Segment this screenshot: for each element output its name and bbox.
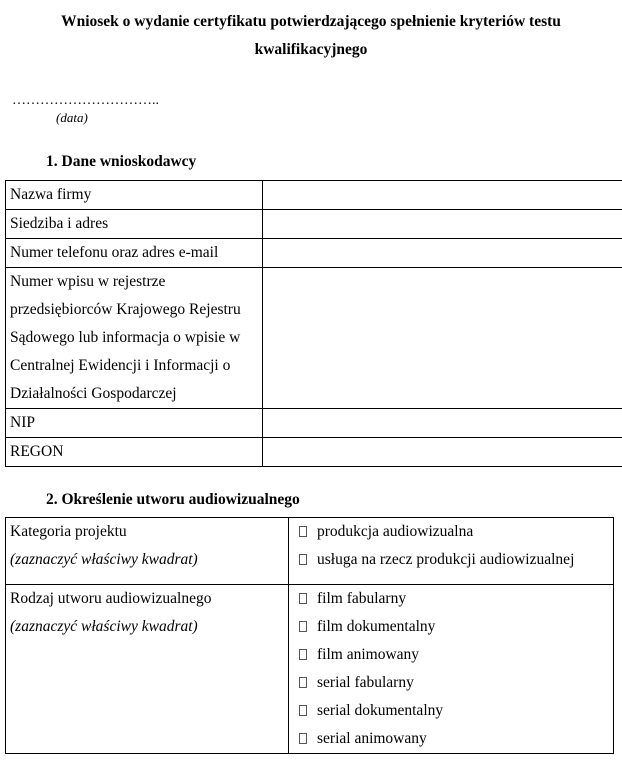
checkbox-icon[interactable] [299,649,307,660]
checkbox-icon[interactable] [299,733,307,744]
section-heading-applicant: 1. Dane wnioskodawcy [46,153,197,170]
registry-number-field[interactable] [263,268,622,409]
row-label-nip: NIP [6,409,263,438]
checkbox-icon[interactable] [299,705,307,716]
option-documentary-series[interactable] [293,697,609,725]
table-row [6,268,622,409]
row-label-registry-number: Numer wpisu w rejestrze przedsiębiorców Krajowego Rejestru Sądowego lub informacja o wpisie w Centralnej Ewidencji i Informacji o Działalności Gospodarczej [6,268,263,409]
date-placeholder-dots: ………………………….. [12,93,159,108]
option-label: produkcja audiowizualna [317,523,474,540]
work-type-label: Rodzaj utworu audiowizualnego [10,590,212,607]
option-label: serial animowany [317,730,427,747]
option-label: film fabularny [317,590,407,607]
regon-field[interactable] [263,438,622,467]
option-animated-series[interactable] [293,725,609,753]
row-label-company-name: Nazwa firmy [6,181,263,210]
work-type-hint: (zaznaczyć właściwy kwadrat) [10,618,198,635]
table-row [6,409,622,438]
nip-field[interactable] [263,409,622,438]
checkbox-icon[interactable] [299,526,307,537]
option-feature-series[interactable] [293,669,609,697]
option-audiovisual-production[interactable] [293,518,609,546]
option-animated-film[interactable] [293,641,609,669]
section-heading-audiovisual-work: 2. Określenie utworu audiowizualnego [46,491,300,508]
option-label: serial dokumentalny [317,702,444,719]
checkbox-icon[interactable] [299,554,307,565]
option-documentary-film[interactable] [293,613,609,641]
applicant-data-table [5,180,622,467]
row-label-regon: REGON [6,438,263,467]
option-label: film animowany [317,646,420,663]
row-label-phone-email: Numer telefonu oraz adres e-mail [6,239,263,268]
date-label: (data) [56,110,88,125]
checkbox-icon[interactable] [299,593,307,604]
table-row [6,438,622,467]
checkbox-icon[interactable] [299,677,307,688]
option-label: serial fabularny [317,674,414,691]
document-title: Wniosek o wydanie certyfikatu potwierdzającego spełnienie kryteriów testu kwalifikacyjnego [61,13,561,58]
table-row [6,210,622,239]
address-field[interactable] [263,210,622,239]
checkbox-icon[interactable] [299,621,307,632]
table-row [6,518,614,585]
work-type-cell [6,585,289,754]
option-production-service[interactable] [293,546,609,574]
table-row [6,181,622,210]
project-category-options [289,518,614,585]
project-category-cell [6,518,289,585]
project-category-label: Kategoria projektu [10,523,127,540]
table-row [6,585,614,754]
company-name-field[interactable] [263,181,622,210]
table-row [6,239,622,268]
option-feature-film[interactable] [293,585,609,613]
audiovisual-work-table [5,517,614,754]
option-label: film dokumentalny [317,618,436,635]
option-label: usługa na rzecz produkcji audiowizualnej [317,551,575,568]
phone-email-field[interactable] [263,239,622,268]
row-label-address: Siedziba i adres [6,210,263,239]
project-category-hint: (zaznaczyć właściwy kwadrat) [10,551,198,568]
work-type-options [289,585,614,754]
